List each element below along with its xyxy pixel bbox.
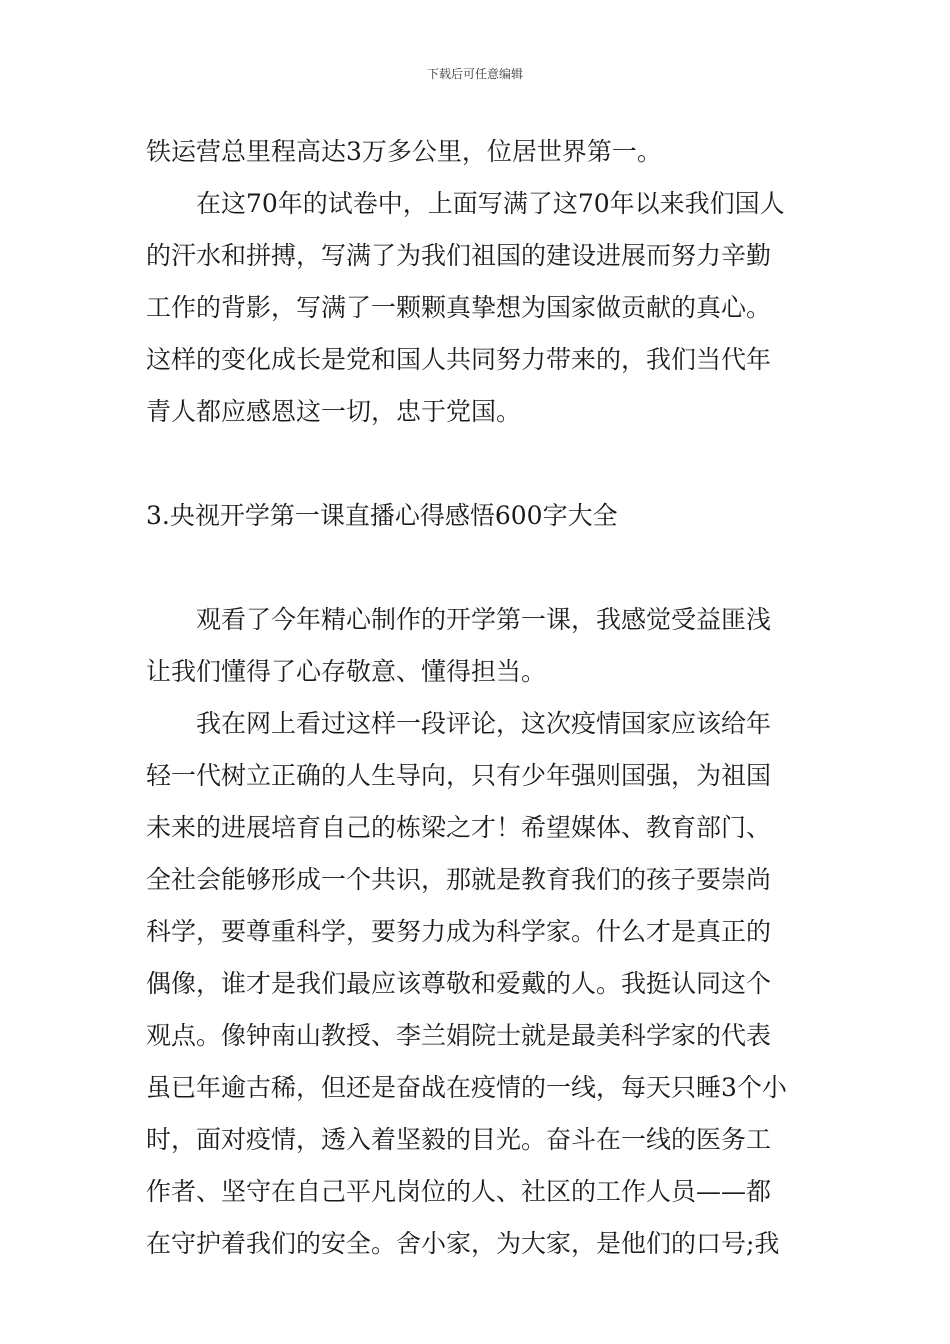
text-line: 在守护着我们的安全。舍小家，为大家，是他们的口号;我: [146, 1229, 780, 1258]
text-line: 未来的进展培育自己的栋梁之才！希望媒体、教育部门、: [146, 813, 772, 842]
text-line: 观点。像钟南山教授、李兰娟院士就是最美科学家的代表: [146, 1021, 772, 1050]
blank-line: [146, 542, 806, 594]
text-line: 全社会能够形成一个共识，那就是教育我们的孩子要崇尚: [146, 865, 772, 894]
section-heading: 3.央视开学第一课直播心得感悟600字大全: [146, 501, 618, 530]
text-line: 青人都应感恩这一切，忠于党国。: [146, 397, 522, 426]
text-line: 在这70年的试卷中，上面写满了这70年以来我们国人: [196, 189, 785, 218]
text-line: 作者、坚守在自己平凡岗位的人、社区的工作人员——都: [146, 1177, 772, 1206]
text-line: 轻一代树立正确的人生导向，只有少年强则国强，为祖国: [146, 761, 772, 790]
text-line: 这样的变化成长是党和国人共同努力带来的，我们当代年: [146, 345, 772, 374]
text-line: 时，面对疫情，透入着坚毅的目光。奋斗在一线的医务工: [146, 1125, 772, 1154]
text-line: 让我们懂得了心存敬意、懂得担当。: [146, 657, 547, 686]
text-line: 我在网上看过这样一段评论，这次疫情国家应该给年: [196, 709, 772, 738]
text-line: 的汗水和拼搏，写满了为我们祖国的建设进展而努力辛勤: [146, 241, 772, 270]
text-line: 科学，要尊重科学，要努力成为科学家。什么才是真正的: [146, 917, 772, 946]
text-line: 虽已年逾古稀，但还是奋战在疫情的一线，每天只睡3个小: [146, 1073, 787, 1102]
text-line: 偶像，谁才是我们最应该尊敬和爱戴的人。我挺认同这个: [146, 969, 772, 998]
page-header: 下载后可任意编辑: [426, 67, 523, 81]
text-line: 观看了今年精心制作的开学第一课，我感觉受益匪浅: [196, 605, 772, 634]
document-body: [146, 126, 806, 1270]
text-line: 工作的背影，写满了一颗颗真挚想为国家做贡献的真心。: [146, 293, 772, 322]
text-line: 铁运营总里程高达3万多公里，位居世界第一。: [146, 137, 662, 166]
blank-line: [146, 438, 806, 490]
